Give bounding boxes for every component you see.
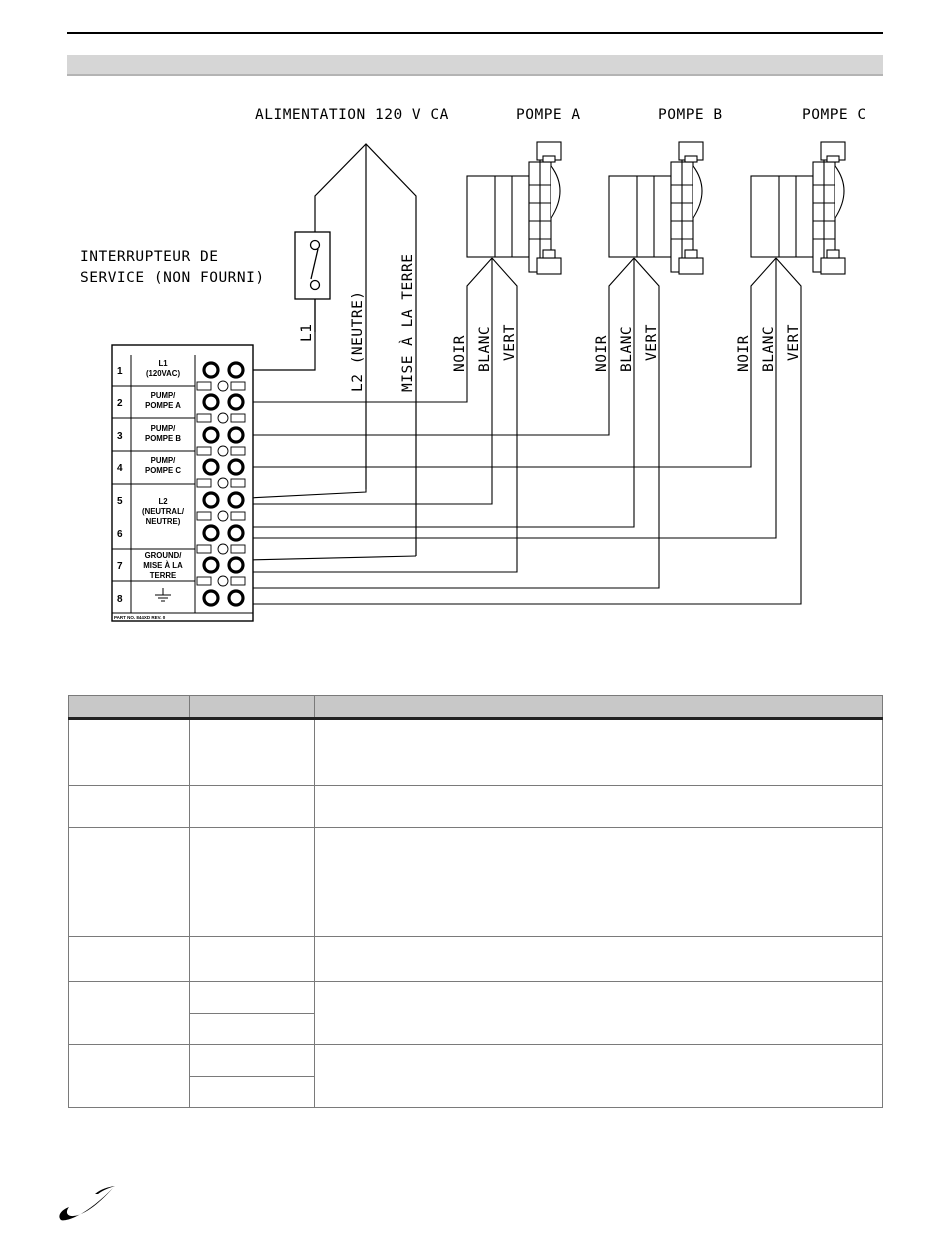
table-cell — [69, 937, 190, 982]
table-row — [69, 786, 883, 828]
terminal-screw-icon — [229, 493, 243, 507]
terminal-part-number: PART NO. 844XD REV. 0 — [114, 615, 166, 620]
table-cell — [69, 982, 190, 1045]
wire-color-label: NOIR — [736, 335, 752, 372]
terminal-screw-icon — [204, 428, 218, 442]
wire-color-label: BLANC — [477, 325, 493, 372]
terminal-screw-icon — [204, 526, 218, 540]
terminal-label: POMPE A — [145, 401, 181, 410]
terminal-screw-icon — [204, 591, 218, 605]
terminal-number: 3 — [117, 431, 123, 442]
table-cell — [315, 982, 883, 1045]
terminal-number: 1 — [117, 366, 123, 377]
pump-a-label: POMPE A — [516, 107, 581, 123]
terminal-label-neutral: NEUTRE) — [145, 517, 181, 526]
l2-neutral-label: L2 (NEUTRE) — [350, 290, 366, 392]
table-cell — [190, 1014, 315, 1045]
wire-color-label: NOIR — [452, 335, 468, 372]
wire-color-label: VERT — [786, 324, 802, 361]
table-cell — [190, 719, 315, 786]
terminal-label: POMPE B — [145, 434, 181, 443]
switch-label-line1: INTERRUPTEUR DE — [80, 249, 219, 265]
wire-color-label: BLANC — [761, 325, 777, 372]
table-cell — [315, 1045, 883, 1108]
table-row — [69, 982, 883, 1014]
terminal-screw-icon — [204, 363, 218, 377]
terminal-screw-icon — [229, 526, 243, 540]
terminal-number: 8 — [117, 594, 123, 605]
table-cell — [315, 719, 883, 786]
pump-icon — [467, 142, 561, 274]
terminal-label-neutral: L2 — [158, 497, 168, 506]
terminal-label: L1 — [158, 359, 168, 368]
table-cell — [190, 1045, 315, 1077]
table-header-cell — [69, 696, 190, 719]
terminal-label: PUMP/ — [150, 391, 176, 400]
terminal-number: 6 — [117, 529, 123, 540]
terminal-label: PUMP/ — [150, 424, 176, 433]
pump-icon — [751, 142, 845, 274]
wire-color-label: VERT — [502, 324, 518, 361]
brand-logo — [55, 1180, 117, 1224]
table-row — [69, 719, 883, 786]
terminal-label-ground: MISE À LA — [143, 561, 183, 570]
table-cell — [190, 786, 315, 828]
terminal-label-neutral: (NEUTRAL/ — [141, 507, 185, 516]
table-header-cell — [190, 696, 315, 719]
table-cell — [190, 982, 315, 1014]
terminal-screw-icon — [204, 460, 218, 474]
table-header-row — [69, 696, 883, 719]
spec-table — [68, 695, 883, 1108]
table-cell — [69, 828, 190, 937]
pump-icon — [609, 142, 703, 274]
table-cell — [190, 937, 315, 982]
terminal-screw-icon — [204, 558, 218, 572]
table-row — [69, 828, 883, 937]
terminal-number: 4 — [117, 463, 123, 474]
ground-label: MISE À LA TERRE — [400, 253, 416, 392]
table-cell — [69, 1045, 190, 1108]
table-cell — [190, 1077, 315, 1108]
wire-blanc — [248, 258, 776, 538]
terminal-screw-icon — [229, 363, 243, 377]
switch-label-line2: SERVICE (NON FOURNI) — [80, 270, 265, 286]
terminal-screw-icon — [229, 395, 243, 409]
terminal-label: PUMP/ — [150, 456, 176, 465]
pump-c-label: POMPE C — [802, 107, 867, 123]
terminal-screw-icon — [229, 460, 243, 474]
wire-vert — [248, 258, 801, 604]
wire-vert — [248, 258, 517, 572]
wire-color-label: VERT — [644, 324, 660, 361]
terminal-screw-icon — [204, 493, 218, 507]
wire-noir — [248, 258, 492, 402]
service-switch-icon — [295, 232, 330, 299]
table-header-cell — [315, 696, 883, 719]
table-row — [69, 1045, 883, 1077]
table-cell — [69, 719, 190, 786]
table-cell — [315, 828, 883, 937]
power-supply-label: ALIMENTATION 120 V CA — [255, 107, 449, 123]
terminal-screw-icon — [204, 395, 218, 409]
wire-ground — [248, 556, 416, 560]
wire-color-label: BLANC — [619, 325, 635, 372]
terminal-label: (120VAC) — [145, 369, 181, 378]
table-cell — [69, 786, 190, 828]
table-cell — [190, 828, 315, 937]
pump-b-label: POMPE B — [658, 107, 723, 123]
terminal-screw-icon — [229, 428, 243, 442]
table-row — [69, 937, 883, 982]
terminal-screw-icon — [229, 591, 243, 605]
wire-l2 — [248, 489, 366, 498]
terminal-number: 7 — [117, 561, 123, 572]
terminal-number: 5 — [117, 496, 123, 507]
terminal-number: 2 — [117, 398, 123, 409]
terminal-label: POMPE C — [145, 466, 181, 475]
table-cell — [315, 786, 883, 828]
terminal-screw-icon — [229, 558, 243, 572]
table-cell — [315, 937, 883, 982]
terminal-label-ground: TERRE — [149, 571, 177, 580]
wire-color-label: NOIR — [594, 335, 610, 372]
terminal-block — [112, 345, 253, 621]
l1-label: L1 — [299, 323, 315, 342]
terminal-label-ground: GROUND/ — [144, 551, 182, 560]
